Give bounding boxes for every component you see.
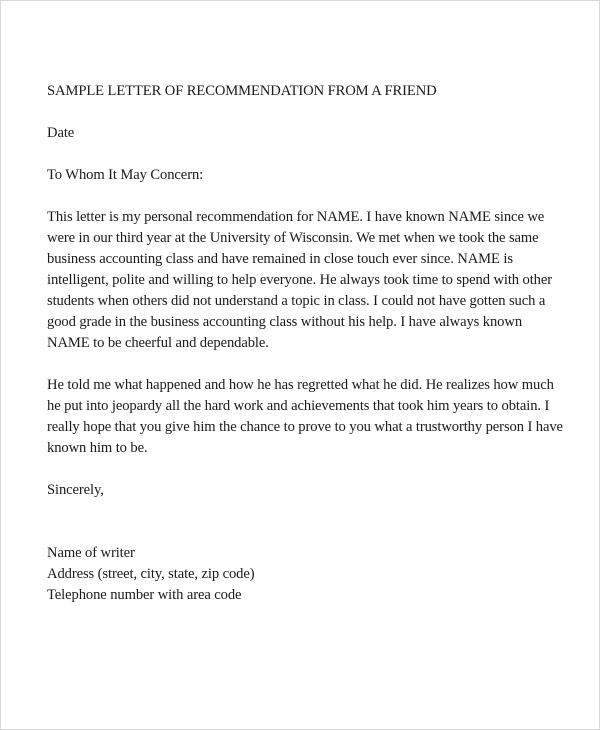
signature-block <box>47 543 567 606</box>
paragraph-1-line: This letter is my personal recommendation for NAME. I have known NAME since we <box>47 209 545 225</box>
paragraph-1-line: students when others did not understand a topic in class. I could not have gotten such a <box>47 293 546 309</box>
letter-closing: Sincerely, <box>47 482 104 498</box>
letter-salutation: To Whom It May Concern: <box>47 167 204 183</box>
writer-name: Name of writer <box>47 545 135 561</box>
paragraph-2-line: he put into jeopardy all the hard work and achievements that took him years to obtain. I <box>47 398 550 414</box>
paragraph-2-line: known him to be. <box>47 440 148 456</box>
paragraph-1-line: business accounting class and have remained in close touch ever since. NAME is <box>47 251 513 267</box>
letter-title: SAMPLE LETTER OF RECOMMENDATION FROM A FRIEND <box>47 83 437 99</box>
paragraph-1 <box>47 207 567 354</box>
paragraph-1-line: intelligent, polite and willing to help everyone. He always took time to spend with other <box>47 272 553 288</box>
writer-address: Address (street, city, state, zip code) <box>47 566 255 582</box>
writer-telephone: Telephone number with area code <box>47 587 242 603</box>
paragraph-2 <box>47 375 567 459</box>
paragraph-2-line: He told me what happened and how he has regretted what he did. He realizes how much <box>47 377 554 393</box>
letter-body <box>47 81 567 606</box>
letter-date: Date <box>47 125 75 141</box>
paragraph-1-line: NAME to be cheerful and dependable. <box>47 335 269 351</box>
paragraph-1-line: were in our third year at the University of Wisconsin. We met when we took the same <box>47 230 539 246</box>
paragraph-2-line: really hope that you give him the chance to prove to you what a trustworthy person I have <box>47 419 563 435</box>
paragraph-1-line: good grade in the business accounting class without his help. I have always known <box>47 314 523 330</box>
